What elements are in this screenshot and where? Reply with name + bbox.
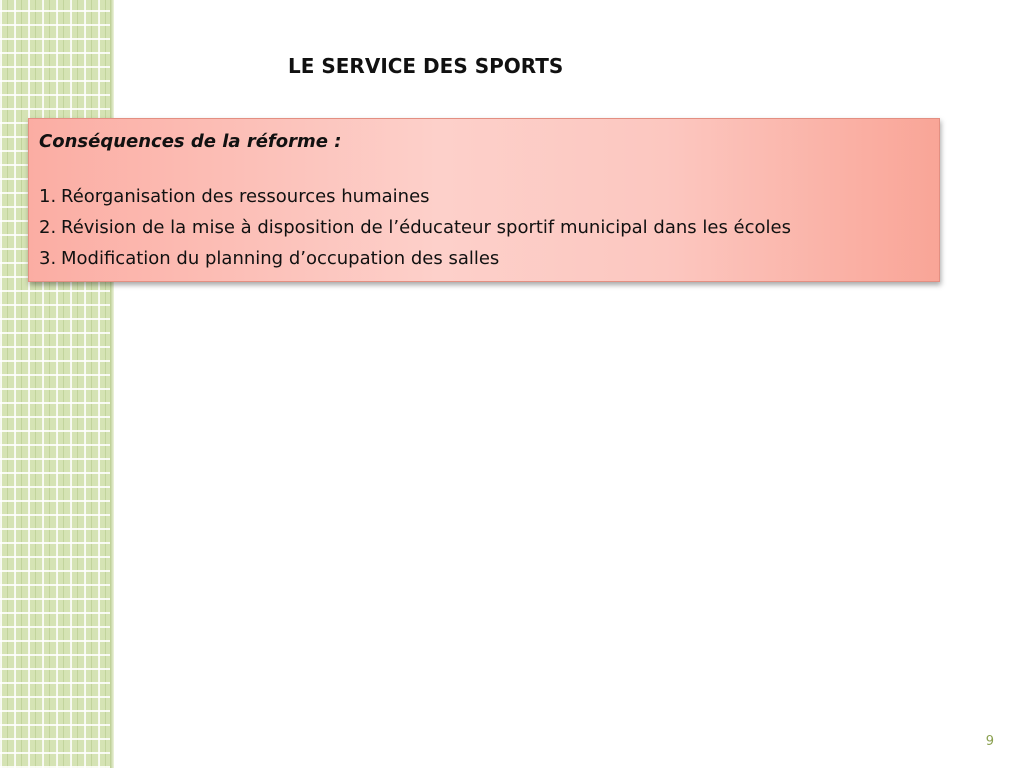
list-item-text: Révision de la mise à disposition de l’éducateur sportif municipal dans les écoles <box>61 217 791 238</box>
list-item <box>39 212 929 243</box>
side-decorative-pattern <box>0 0 112 768</box>
list-item-text: Modification du planning d’occupation des salles <box>61 248 500 269</box>
list-item-number: 3. <box>39 248 57 269</box>
box-spacer <box>39 155 929 181</box>
box-heading: Conséquences de la réforme : <box>39 131 342 152</box>
side-pattern-edge <box>110 0 114 768</box>
list-item <box>39 181 929 212</box>
list-item <box>39 243 929 274</box>
list-item-number: 1. <box>39 186 57 207</box>
page-number: 9 <box>985 734 994 749</box>
list-item-text: Réorganisation des ressources humaines <box>61 186 430 207</box>
slide-title: LE SERVICE DES SPORTS <box>288 54 564 78</box>
list-item-number: 2. <box>39 217 57 238</box>
consequences-box <box>28 118 940 282</box>
